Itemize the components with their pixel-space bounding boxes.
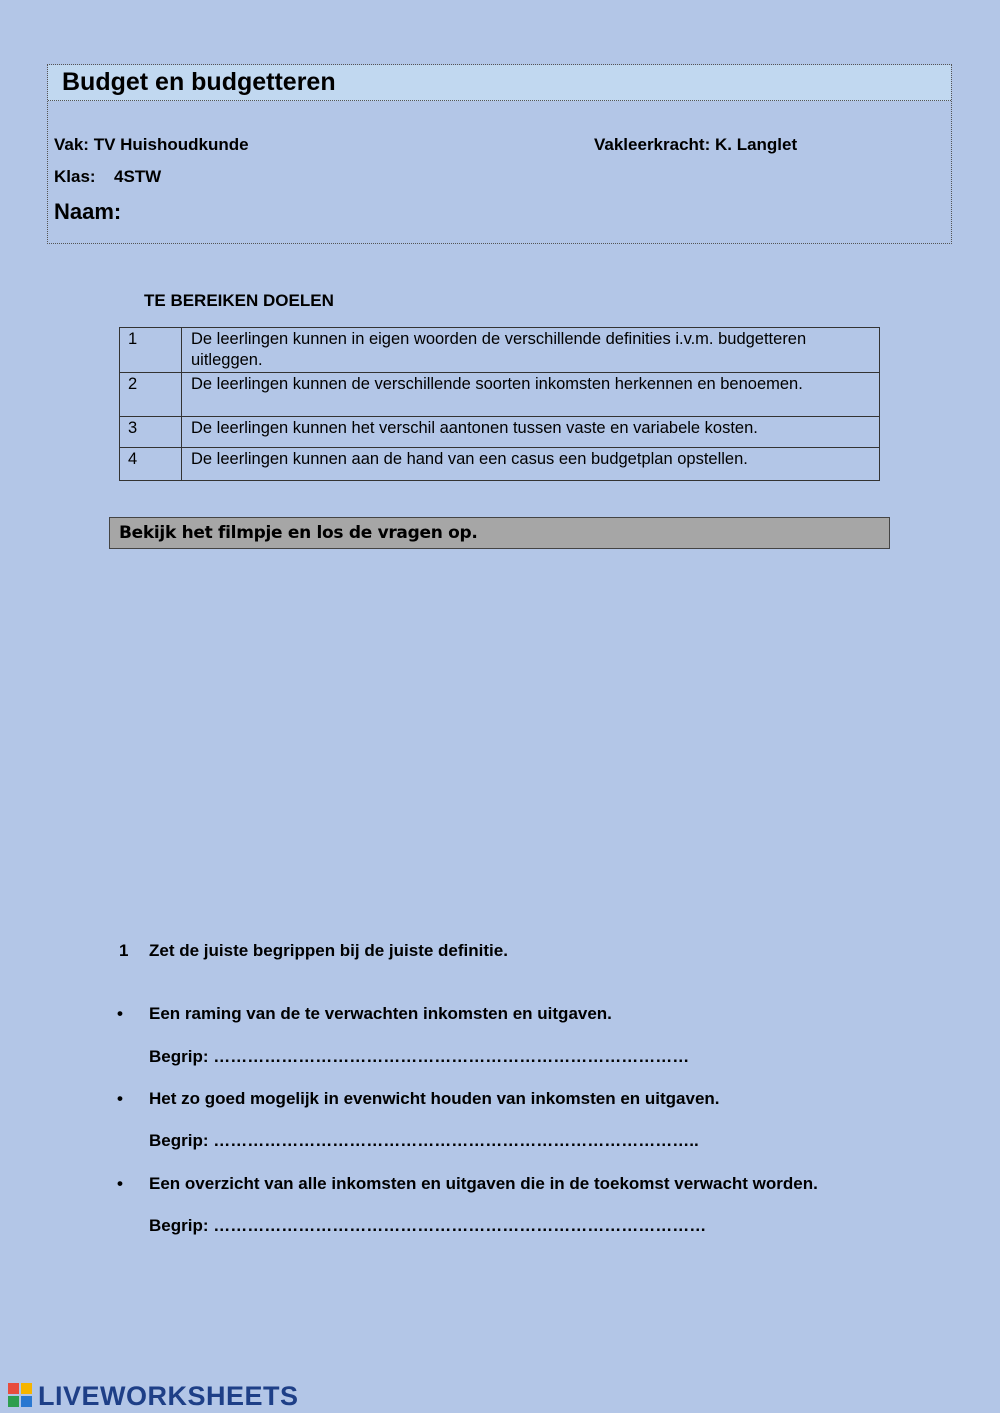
goal-number: 4 <box>120 448 182 481</box>
goal-text: De leerlingen kunnen de verschillende soorten inkomsten herkennen en benoemen. <box>182 373 880 417</box>
goal-text: De leerlingen kunnen het verschil aantonen tussen vaste en variabele kosten. <box>182 417 880 448</box>
answer-field[interactable]: Begrip: ………………………………………………………………………….. <box>149 1131 699 1150</box>
table-row <box>120 448 880 481</box>
title-bar <box>48 65 951 101</box>
table-row <box>120 328 880 373</box>
goal-number: 3 <box>120 417 182 448</box>
bullet: • <box>117 1174 123 1193</box>
definition-text: Een overzicht van alle inkomsten en uitgaven die in de toekomst verwacht worden. <box>149 1174 818 1193</box>
liveworksheets-logo-icon <box>7 1381 35 1411</box>
goal-text: De leerlingen kunnen aan de hand van een casus een budgetplan opstellen. <box>182 448 880 481</box>
class-line <box>54 167 161 187</box>
definition-text: Een raming van de te verwachten inkomsten en uitgaven. <box>149 1004 612 1023</box>
teacher-label: Vakleerkracht: K. Langlet <box>594 135 798 154</box>
goals-table <box>119 327 880 481</box>
goal-number: 2 <box>120 373 182 417</box>
table-row <box>120 373 880 417</box>
name-field-label[interactable]: Naam: <box>54 199 122 224</box>
question-text: Zet de juiste begrippen bij de juiste definitie. <box>149 941 508 960</box>
class-value: 4STW <box>114 167 162 186</box>
answer-field[interactable]: Begrip: …………………………………………………………………………… <box>149 1216 707 1235</box>
instruction-text: Bekijk het filmpje en los de vragen op. <box>119 523 478 543</box>
goals-heading: TE BEREIKEN DOELEN <box>144 291 334 310</box>
page-title: Budget en budgetteren <box>62 68 336 96</box>
definition-text: Het zo goed mogelijk in evenwicht houden van inkomsten en uitgaven. <box>149 1089 720 1108</box>
liveworksheets-logo-text: LIVEWORKSHEETS <box>38 1381 299 1411</box>
question-number: 1 <box>119 941 129 960</box>
class-label: Klas: <box>54 167 96 186</box>
table-row <box>120 417 880 448</box>
instruction-bar <box>109 517 890 549</box>
bullet: • <box>117 1004 123 1023</box>
bullet: • <box>117 1089 123 1108</box>
goal-number: 1 <box>120 328 182 373</box>
subject-label: Vak: TV Huishoudkunde <box>54 135 249 154</box>
header-box <box>47 64 952 244</box>
answer-field[interactable]: Begrip: ………………………………………………………………………… <box>149 1047 690 1066</box>
goal-text: De leerlingen kunnen in eigen woorden de verschillende definities i.v.m. budgetteren uitleggen. <box>182 328 880 373</box>
